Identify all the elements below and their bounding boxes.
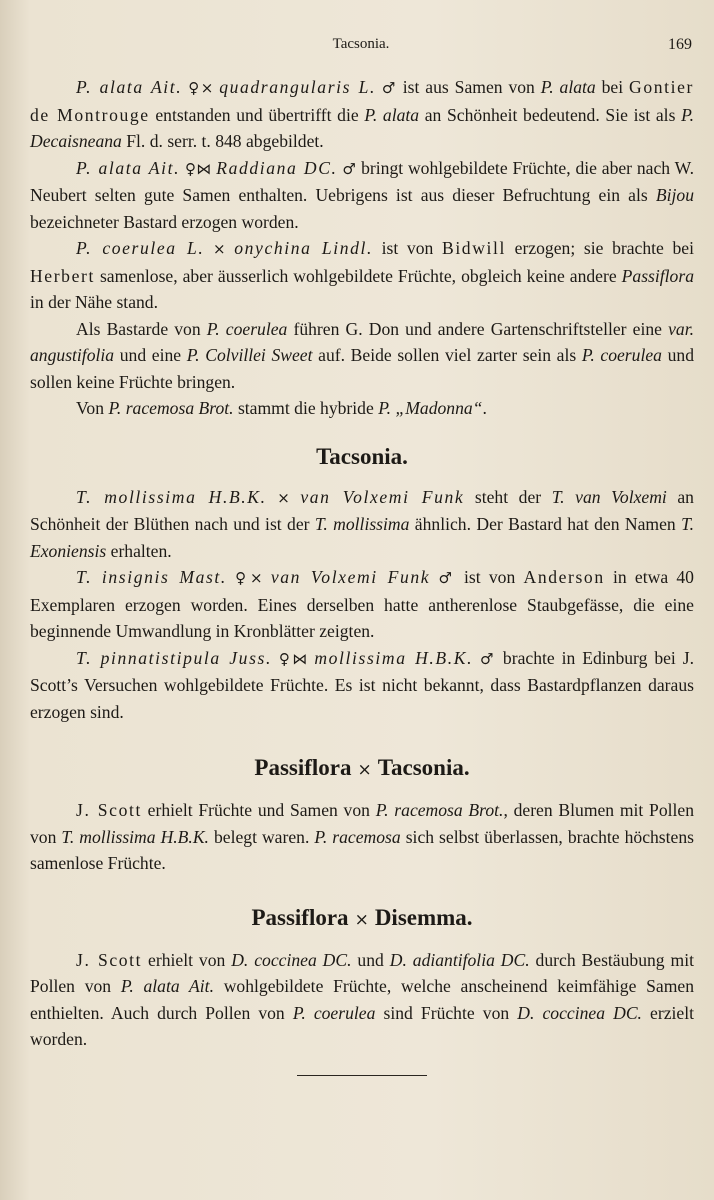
person-name: Herbert (30, 265, 95, 286)
text: bringt wohlgebildete Früchte, die aber nach W. Neubert selten gute Samen enthalten. Uebrigens ist aus dieser Befruchtung ein als (30, 157, 694, 205)
page-number: 169 (668, 36, 692, 53)
species-name: T. mollissima (314, 514, 410, 534)
heading-genus: Tacsonia. (377, 755, 470, 780)
species-name: P. coerulea L. (76, 238, 205, 258)
text: sind Früchte von (375, 1002, 518, 1023)
variety-name: var. angustifolia (30, 318, 694, 365)
text: erhielt von (142, 949, 232, 970)
species-name: P. alata Ait. (120, 976, 214, 996)
paragraph-pinnatistipula-mollissima (30, 645, 694, 726)
species-name: P. racemosa Brot. (108, 398, 234, 418)
species-name: P. coerulea (206, 318, 288, 339)
paragraph-alata-raddiana (30, 155, 694, 236)
genus-name: Passiflora (621, 265, 694, 286)
male-symbol: ♂ (438, 569, 456, 587)
hybrid-name: P. „Madonna“ (378, 398, 483, 418)
cross-symbol: × (277, 488, 290, 507)
species-name: P. alata Ait. (76, 157, 181, 178)
text: und eine (114, 345, 187, 365)
species-name: Raddiana DC. (216, 157, 338, 178)
text: ähnlich. Der Bastard hat den Namen (409, 514, 682, 534)
text: an Schönheit der Blüthen nach und ist der (30, 486, 694, 534)
cross-symbol: × (213, 240, 226, 258)
text: belegt waren. (208, 826, 315, 847)
paragraph-disemma-alata (30, 947, 694, 1053)
cross-symbol: × (354, 909, 369, 930)
species-name: van Volxemi Funk (270, 567, 431, 587)
text: entstanden und übertrifft die (149, 104, 365, 125)
text: ist von (455, 567, 524, 587)
paragraph-racemosa-madonna (30, 395, 694, 422)
text: Von (76, 398, 109, 418)
male-symbol: ♂ (342, 159, 357, 178)
text: samenlose, aber äusserlich wohlgebildete Früchte, obgleich keine andere (94, 265, 622, 286)
text: erhielt Früchte und Samen von (141, 800, 376, 820)
reciprocal-cross-symbol: ⋈ (292, 649, 308, 668)
person-name: J. Scott (76, 800, 142, 820)
running-title: Tacsonia. (332, 36, 390, 52)
species-name: D. coccinea DC. (517, 1002, 642, 1023)
species-name: P. coerulea (292, 1002, 376, 1023)
text: erzogen; sie brachte bei (505, 238, 694, 258)
text: in etwa 40 Exemplaren erzogen worden. Eines derselben hatte antherenlose Staubgefässe, die eine beginnende Umwandlung in Kronblätter zeigten. (30, 567, 694, 641)
text: und sollen keine Früchte bringen. (30, 345, 694, 392)
person-name: Gontier de Montrouge (30, 77, 694, 125)
person-name: Anderson (523, 567, 605, 587)
reciprocal-cross-symbol: ⋈ (196, 159, 212, 178)
heading-genus: Passiflora (251, 904, 349, 930)
species-name: D. adiantifolia DC. (389, 949, 530, 970)
cross-symbol: × (357, 760, 372, 780)
text: . (482, 398, 487, 418)
text: durch Bestäubung mit Pollen von (30, 949, 694, 996)
species-name: onychina Lindl. (234, 238, 373, 258)
female-symbol: ♀ (278, 649, 293, 668)
female-symbol: ♀ (188, 79, 201, 97)
hybrid-name: Bijou (655, 185, 694, 205)
hybrid-name: T. Exoniensis (30, 514, 694, 561)
species-name: P. alata Ait. (76, 77, 183, 97)
person-name: J. Scott (76, 949, 143, 970)
text: Fl. d. serr. t. 848 abgebildet. (121, 131, 324, 151)
text: an Schönheit bedeutend. Sie ist als (419, 104, 682, 125)
paragraph-coerulea-bastards (30, 316, 694, 396)
person-name: Bidwill (441, 238, 506, 258)
species-name: T. van Volxemi (551, 486, 667, 507)
paragraph-racemosa-mollissima (30, 797, 694, 877)
text: führen G. Don und andere Gartenschriftsteller eine (287, 318, 669, 339)
text: erzielt worden. (30, 1002, 695, 1049)
section-heading-passiflora-disemma (30, 903, 694, 935)
heading-genus: Disemma. (374, 904, 473, 930)
species-name: P. Colvillei Sweet (186, 345, 313, 365)
species-name: quadrangularis L. (219, 77, 376, 97)
species-name: D. coccinea DC. (231, 949, 352, 970)
text: in der Nähe stand. (30, 292, 159, 312)
species-name: T. pinnatistipula Juss. (76, 647, 272, 668)
text: bezeichneter Bastard erzogen worden. (30, 211, 299, 232)
page-header (30, 36, 692, 58)
text: brachte in Edinburg bei J. Scott’s Versuchen wohlgebildete Früchte. Es ist nicht bekannt, dass Bastardpflanzen daraus erzogen sind. (30, 647, 694, 722)
species-name: P. racemosa (314, 826, 401, 847)
species-name: P. Decaisneana (30, 104, 694, 151)
species-name: van Volxemi Funk (300, 486, 465, 507)
heading-genus: Passiflora (254, 755, 352, 780)
species-name: P. coerulea (581, 345, 662, 365)
text: , deren Blumen mit Pollen von (30, 800, 694, 847)
text: bei (595, 77, 630, 97)
closing-rule (297, 1075, 427, 1076)
species-name: T. mollissima H.B.K. (76, 486, 267, 507)
text: steht der (464, 486, 552, 507)
section-heading-tacsonia: Tacsonia. (316, 443, 408, 469)
species-name: P. alata (364, 104, 420, 125)
paragraph-alata-quadrangularis (30, 74, 694, 155)
cross-symbol: × (200, 79, 214, 97)
text: und (351, 949, 390, 970)
species-name: P. alata (540, 77, 596, 97)
text: ist aus Samen von (396, 77, 541, 97)
species-name: mollissima H.B.K. (314, 647, 474, 668)
cross-symbol: × (250, 569, 263, 587)
paragraph-mollissima-volxemi (30, 484, 694, 565)
text: stammt die hybride (233, 398, 379, 418)
species-name: P. racemosa Brot. (375, 800, 504, 820)
page-body (30, 74, 694, 1076)
section-heading-passiflora-tacsonia (30, 753, 694, 785)
paragraph-insignis-volxemi (30, 564, 694, 645)
text: ist von (372, 238, 442, 258)
text: wohlgebildete Früchte, welche anscheinend keimfähige Samen enthielten. Auch durch Pollen von (30, 976, 694, 1023)
male-symbol: ♂ (480, 649, 497, 668)
paragraph-coerulea-onychina (30, 235, 694, 316)
text: auf. Beide sollen viel zarter sein als (312, 345, 582, 365)
species-name: T. insignis Mast. (76, 567, 227, 587)
text: sich selbst überlassen, brachte höchstens samenlose Früchte. (30, 826, 694, 873)
text: Als Bastarde von (76, 318, 207, 339)
female-symbol: ♀ (184, 159, 197, 178)
male-symbol: ♂ (381, 79, 397, 97)
text: erhalten. (106, 540, 172, 561)
female-symbol: ♀ (235, 569, 251, 587)
species-name: T. mollissima H.B.K. (61, 826, 209, 847)
